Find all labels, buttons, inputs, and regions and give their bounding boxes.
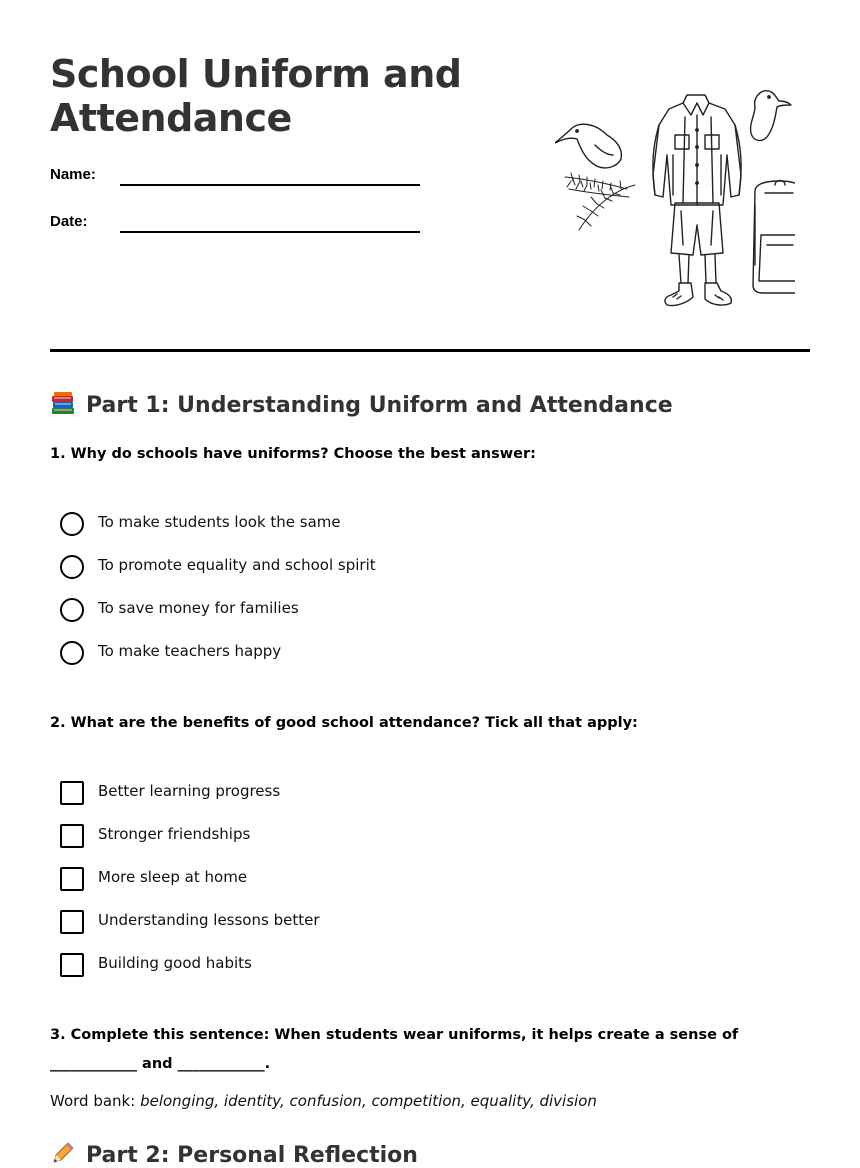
name-input-line[interactable] (120, 184, 420, 186)
question-2: 2. What are the benefits of good school attendance? Tick all that apply: (50, 715, 638, 731)
radio-button[interactable] (60, 641, 84, 665)
word-bank (50, 1092, 597, 1110)
q2-option-3[interactable] (60, 867, 760, 893)
pencil-icon (50, 1140, 76, 1166)
question-1: 1. Why do schools have uniforms? Choose the best answer: (50, 446, 536, 462)
checkbox[interactable] (60, 781, 84, 805)
books-icon (50, 390, 76, 416)
jacket-icon (653, 95, 741, 205)
option-label: Understanding lessons better (98, 911, 320, 929)
shoes-icon (665, 255, 731, 306)
q1-option-3[interactable] (60, 598, 760, 624)
uniform-illustration (555, 85, 795, 320)
option-label: Stronger friendships (98, 825, 251, 843)
word-bank-words: belonging, identity, confusion, competition, equality, division (140, 1092, 597, 1110)
word-bank-label: Word bank: (50, 1092, 136, 1110)
date-input-line[interactable] (120, 231, 420, 233)
checkbox[interactable] (60, 910, 84, 934)
checkbox[interactable] (60, 824, 84, 848)
q1-option-4[interactable] (60, 641, 760, 667)
q2-option-4[interactable] (60, 910, 760, 936)
q1-option-2[interactable] (60, 555, 760, 581)
name-field (50, 166, 430, 190)
part1-heading (50, 390, 673, 418)
checkbox[interactable] (60, 953, 84, 977)
right-bird-icon (751, 91, 791, 141)
part2-heading-text: Part 2: Personal Reflection (86, 1143, 418, 1168)
part1-heading-text: Part 1: Understanding Uniform and Attendance (86, 393, 673, 418)
option-label: To save money for families (98, 599, 299, 617)
checkbox[interactable] (60, 867, 84, 891)
backpack-icon (753, 181, 795, 294)
left-bird-icon (555, 124, 621, 168)
q1-option-1[interactable] (60, 512, 760, 538)
date-label: Date: (50, 213, 88, 230)
question-3: 3. Complete this sentence: When students wear uniforms, it helps create a sense of ____________ and ____________. (50, 1027, 739, 1072)
q2-option-1[interactable] (60, 781, 760, 807)
date-field (50, 213, 430, 237)
option-label: To promote equality and school spirit (98, 556, 376, 574)
header-divider (50, 349, 810, 352)
q2-option-2[interactable] (60, 824, 760, 850)
palm-frond-icon (565, 173, 635, 230)
option-label: To make students look the same (98, 513, 341, 531)
option-label: To make teachers happy (98, 642, 282, 660)
radio-button[interactable] (60, 512, 84, 536)
radio-button[interactable] (60, 598, 84, 622)
name-label: Name: (50, 166, 96, 183)
page-title: School Uniform and Attendance (50, 52, 462, 140)
q2-option-5[interactable] (60, 953, 760, 979)
option-label: More sleep at home (98, 868, 248, 886)
option-label: Building good habits (98, 954, 252, 972)
option-label: Better learning progress (98, 782, 281, 800)
radio-button[interactable] (60, 555, 84, 579)
shorts-icon (671, 203, 723, 255)
part2-heading (50, 1140, 418, 1168)
